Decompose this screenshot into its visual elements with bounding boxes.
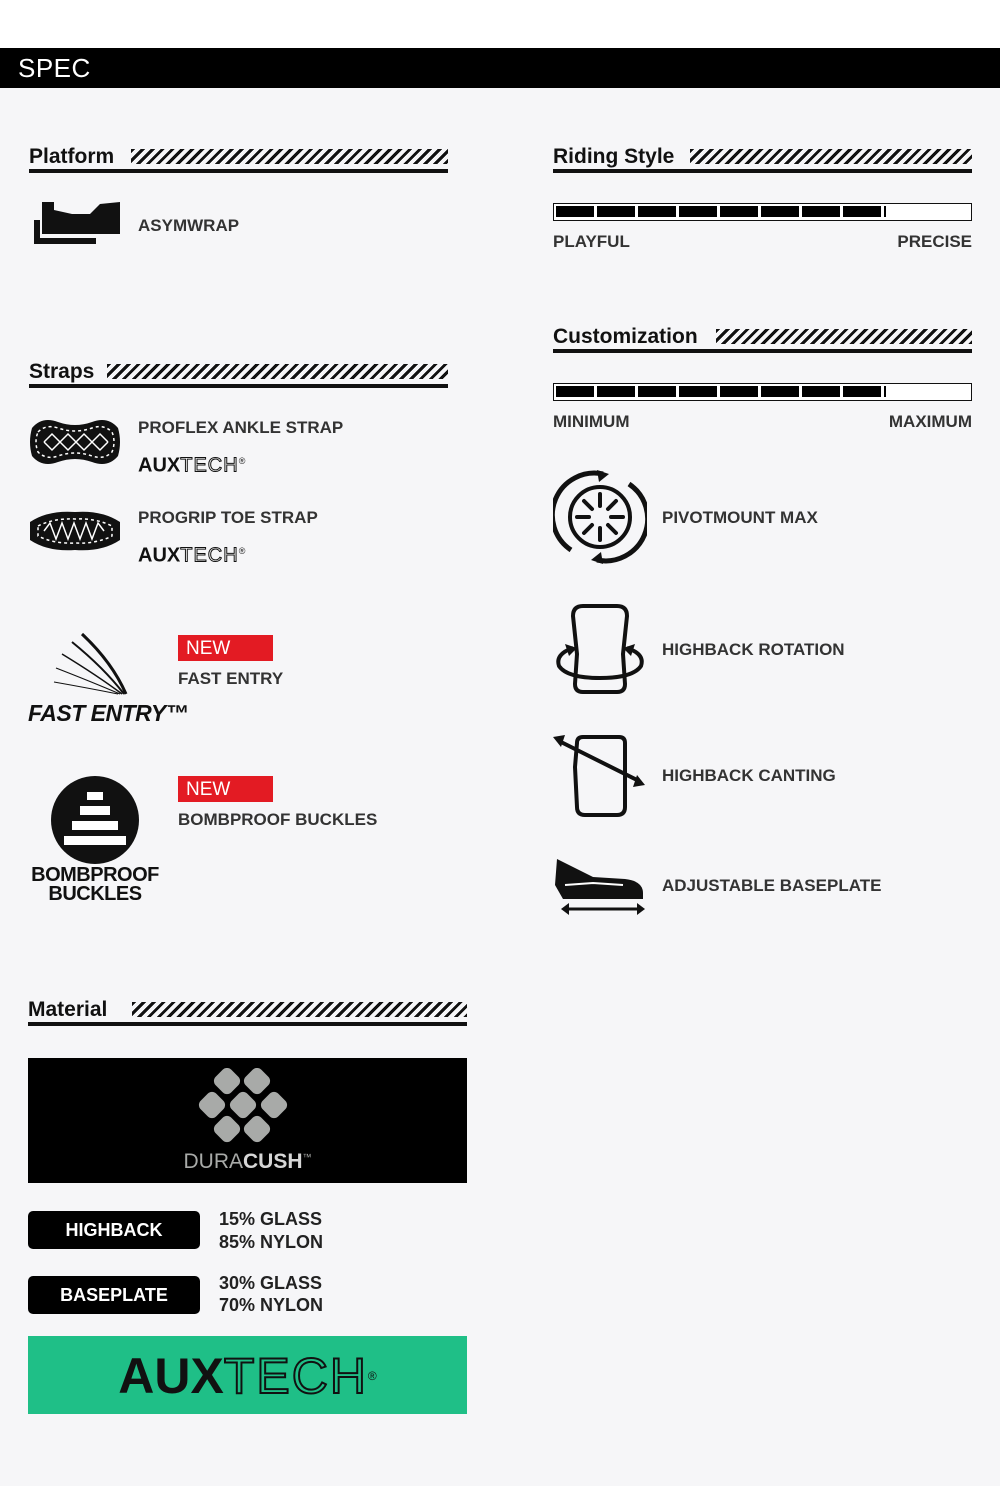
hatch-decoration [716,329,972,344]
customization-meter [553,383,972,401]
material-section-heading [28,998,467,1026]
toe-strap-icon [28,508,122,554]
heading-rule [29,384,448,388]
top-margin [0,0,1000,48]
highback-canting-icon [553,733,647,819]
spec-header-bar [0,48,1000,88]
baseplate-nylon-pct: 70% NYLON [219,1295,324,1315]
auxtech-banner-logo: AUXTECH® [118,1348,377,1404]
ankle-strap-label: PROFLEX ANKLE STRAP [138,418,344,437]
customization-meter-fill [556,386,886,397]
adjustable-baseplate-icon [553,855,647,915]
duracush-banner [28,1058,467,1183]
section-title: Material [28,998,108,1021]
bombproof-logo-text: BOMBPROOF BUCKLES [31,864,159,905]
highback-nylon-pct: 85% NYLON [219,1232,324,1252]
heading-rule [553,349,972,353]
fast-entry-icon [52,632,132,696]
hatch-decoration [690,149,972,164]
riding-style-section-heading [553,145,972,173]
heading-rule [29,169,448,173]
section-title: Platform [29,145,115,168]
highback-glass-pct: 15% GLASS [219,1209,323,1229]
highback-material-badge: HIGHBACK [28,1211,200,1249]
ankle-strap-icon [28,416,122,468]
highback-canting-label: HIGHBACK CANTING [662,766,836,785]
baseplate-glass-pct: 30% GLASS [219,1273,323,1293]
section-title: Customization [553,325,698,348]
pivotmount-icon [553,470,647,564]
riding-style-min-label: PLAYFUL [553,232,630,251]
customization-min-label: MINIMUM [553,412,630,431]
duracush-logo-text: DURACUSH™ [183,1150,312,1173]
riding-style-max-label: PRECISE [897,232,972,251]
toe-strap-label: PROGRIP TOE STRAP [138,508,318,527]
pivotmount-label: PIVOTMOUNT MAX [662,508,818,527]
heading-rule [28,1022,467,1026]
page-title: SPEC [18,53,91,83]
asymwrap-label: ASYMWRAP [138,216,240,235]
platform-section-heading [29,145,448,173]
straps-section-heading [29,360,448,388]
section-title: Riding Style [553,145,675,168]
auxtech-logo: AUXTECH® [138,454,246,477]
customization-section-heading [553,325,972,353]
fast-entry-label: FAST ENTRY [178,669,284,688]
baseplate-material-badge: BASEPLATE [28,1276,200,1314]
fast-entry-logo-text: FAST ENTRY™ [28,700,189,726]
bombproof-buckles-icon [50,775,140,865]
highback-rotation-label: HIGHBACK ROTATION [662,640,845,659]
riding-style-meter [553,203,972,221]
bombproof-buckles-label: BOMBPROOF BUCKLES [178,810,378,829]
adjustable-baseplate-label: ADJUSTABLE BASEPLATE [662,876,882,895]
auxtech-banner [28,1336,467,1414]
hatch-decoration [132,1002,467,1017]
duracush-icon [196,1068,290,1146]
hatch-decoration [131,149,448,164]
new-badge: NEW [178,776,273,802]
highback-rotation-icon [553,604,647,694]
asymwrap-icon [28,200,124,248]
section-title: Straps [29,360,95,383]
hatch-decoration [107,364,448,379]
riding-style-meter-fill [556,206,886,217]
new-badge: NEW [178,635,273,661]
customization-max-label: MAXIMUM [888,412,972,431]
heading-rule [553,169,972,173]
auxtech-logo: AUXTECH® [138,544,246,567]
